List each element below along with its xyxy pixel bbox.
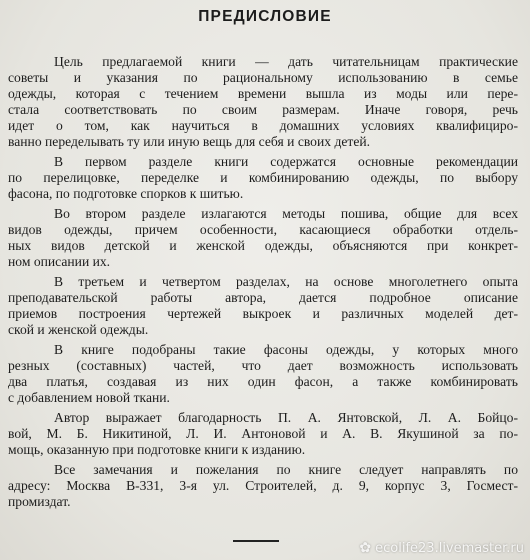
text-line: видов одежды, причем особенности, касающиеся обработки отдель- [8, 222, 518, 237]
text-line: преподавательской работы автора, дается подробное описание [8, 290, 518, 305]
paragraph [8, 342, 518, 406]
text-line: ном описании их. [8, 254, 111, 269]
text-line: по перелицовке, переделке и комбинированию одежды, по выбору [8, 170, 518, 185]
text-line: одежды, которая с течением времени вышла из моды или пере- [8, 86, 518, 101]
text-line: идет о том, как научиться в домашних условиях квалифициро- [8, 118, 518, 133]
preface-text [8, 54, 518, 514]
text-line: ных видов детской и женской одежды, объясняются при конкрет- [8, 238, 518, 253]
text-line: приемов построения чертежей выкроек и различных моделей дет- [8, 306, 518, 321]
text-line: Все замечания и пожелания по книге следует направлять по [54, 462, 518, 477]
text-line: ской и женской одежды. [8, 322, 149, 337]
text-line: резных (составных) частей, что дает возможность использовать [8, 358, 518, 373]
page-title: ПРЕДИСЛОВИЕ [198, 8, 332, 25]
paragraph [8, 206, 518, 270]
flower-icon: ✿ [359, 540, 372, 556]
text-line: ванно переделывать ту или иную вещь для себя и своих детей. [8, 134, 371, 149]
text-line: В третьем и четвертом разделах, на основе многолетнего опыта [54, 274, 518, 289]
watermark-text: ecolife23.livemaster.ru [375, 540, 524, 556]
text-line: мощь, оказанную при подготовке книги к изданию. [8, 442, 306, 457]
text-line: советы и указания по рациональному использованию в семье [8, 70, 518, 85]
section-divider [233, 540, 279, 542]
paragraph [8, 274, 518, 338]
text-line: промиздат. [8, 494, 71, 509]
paragraph [8, 462, 518, 510]
paragraph [8, 54, 518, 150]
text-line: стала соответствовать по своим размерам. Иначе говоря, речь [8, 102, 518, 117]
text-line: фасона, по подготовке спорков к шитью. [8, 186, 244, 201]
watermark [359, 540, 524, 556]
text-line: Во втором разделе излагаются методы пошива, общие для всех [54, 206, 518, 221]
text-line: вой, М. Б. Никитиной, Л. И. Антоновой и А. В. Якушиной за по- [8, 426, 518, 441]
text-line: В первом разделе книги содержатся основные рекомендации [54, 154, 518, 169]
text-line: с добавлением новой ткани. [8, 390, 170, 405]
paragraph [8, 154, 518, 202]
text-line: Автор выражает благодарность П. А. Янтовской, Л. А. Бойцо- [54, 410, 518, 425]
paragraph [8, 410, 518, 458]
text-line: адресу: Москва В-331, 3-я ул. Строителей, д. 9, корпус 3, Госмест- [8, 478, 518, 493]
text-line: Цель предлагаемой книги — дать читательницам практические [54, 54, 518, 69]
text-line: В книге подобраны такие фасоны одежды, у которых много [54, 342, 518, 357]
text-line: два платья, создавая из них один фасон, а также комбинировать [8, 374, 518, 389]
